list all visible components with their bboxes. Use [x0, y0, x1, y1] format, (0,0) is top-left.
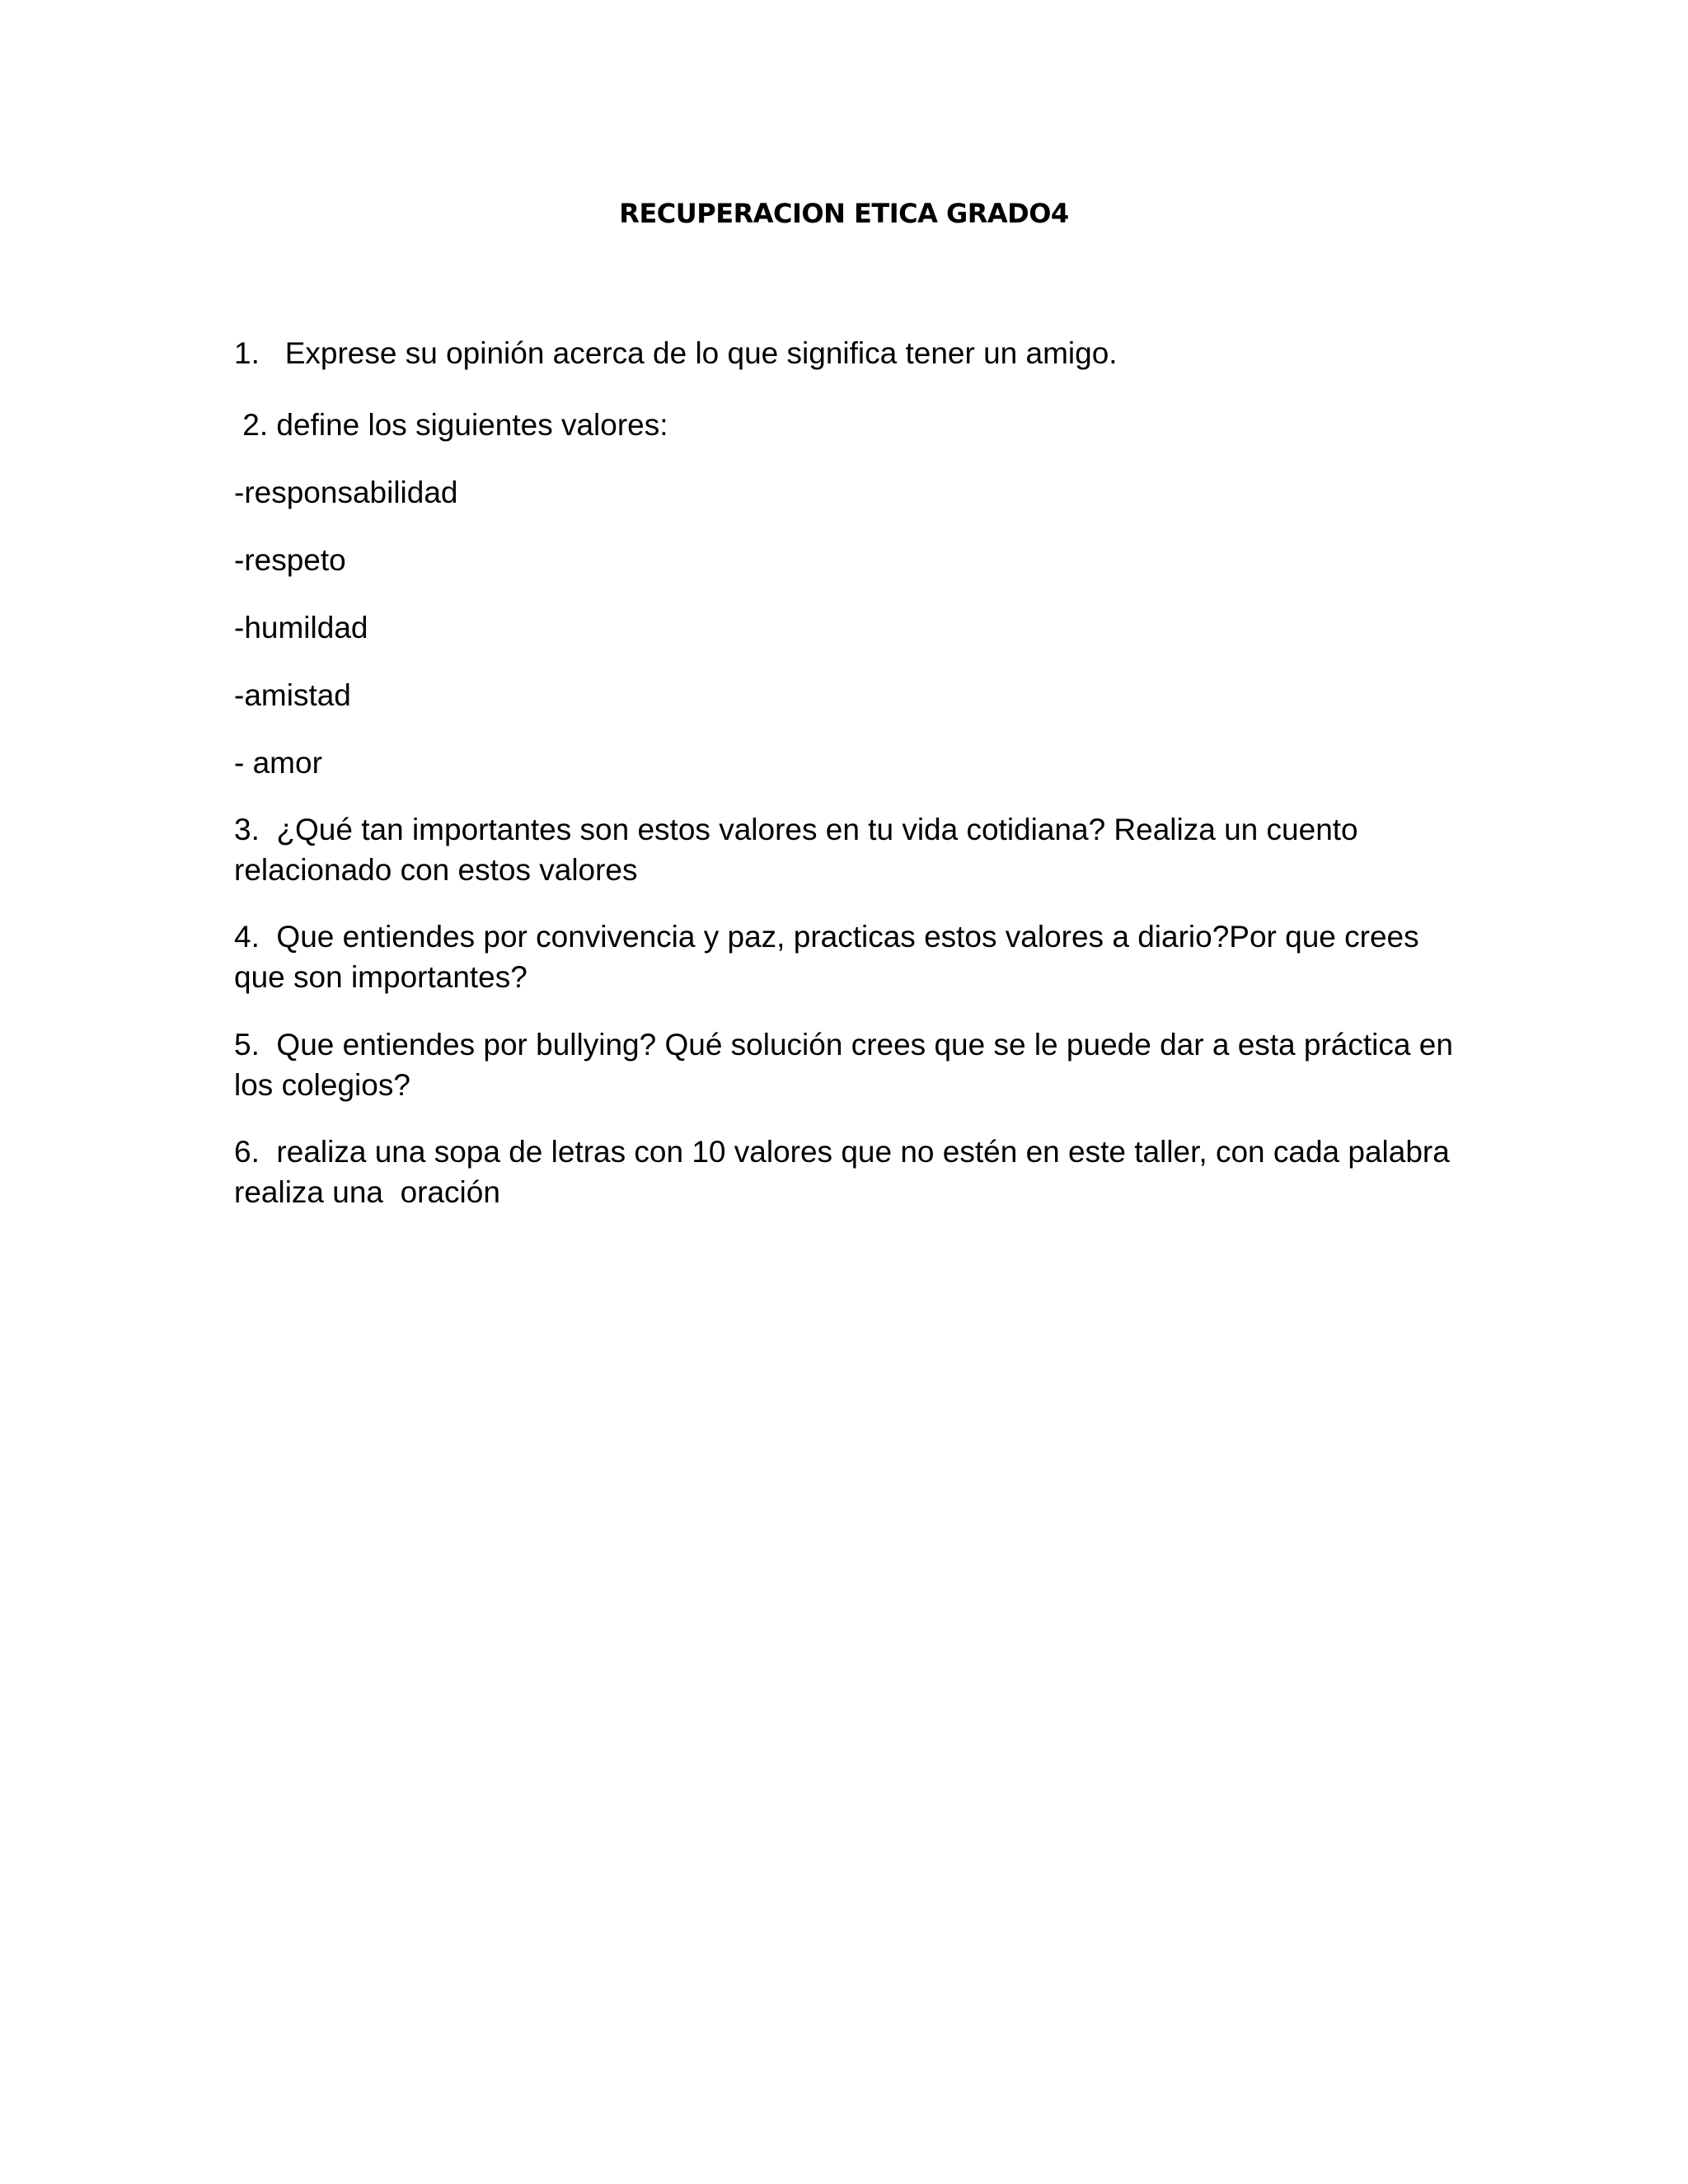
document-title: RECUPERACION ETICA GRADO4	[619, 198, 1069, 229]
question-2: 2. define los siguientes valores:	[234, 408, 668, 442]
value-item-humildad: -humildad	[234, 611, 368, 644]
question-3-line-2: relacionado con estos valores	[234, 853, 638, 887]
question-6-line-1: 6. realiza una sopa de letras con 10 valores que no estén en este taller, con cada palabra	[234, 1135, 1450, 1169]
value-item-responsabilidad: -responsabilidad	[234, 476, 458, 509]
question-5-line-1: 5. Que entiendes por bullying? Qué solución crees que se le puede dar a esta práctica en	[234, 1028, 1453, 1062]
question-1: 1. Exprese su opinión acerca de lo que significa tener un amigo.	[234, 336, 1118, 370]
question-3-line-1: 3. ¿Qué tan importantes son estos valores en tu vida cotidiana? Realiza un cuento	[234, 813, 1358, 846]
question-6-line-2: realiza una oración	[234, 1175, 500, 1209]
value-item-amistad: -amistad	[234, 678, 351, 712]
value-item-amor: - amor	[234, 746, 322, 780]
question-5-line-2: los colegios?	[234, 1068, 410, 1102]
question-4-line-1: 4. Que entiendes por convivencia y paz, practicas estos valores a diario?Por que crees	[234, 920, 1419, 954]
question-4-line-2: que son importantes?	[234, 960, 528, 994]
value-item-respeto: -respeto	[234, 543, 346, 577]
